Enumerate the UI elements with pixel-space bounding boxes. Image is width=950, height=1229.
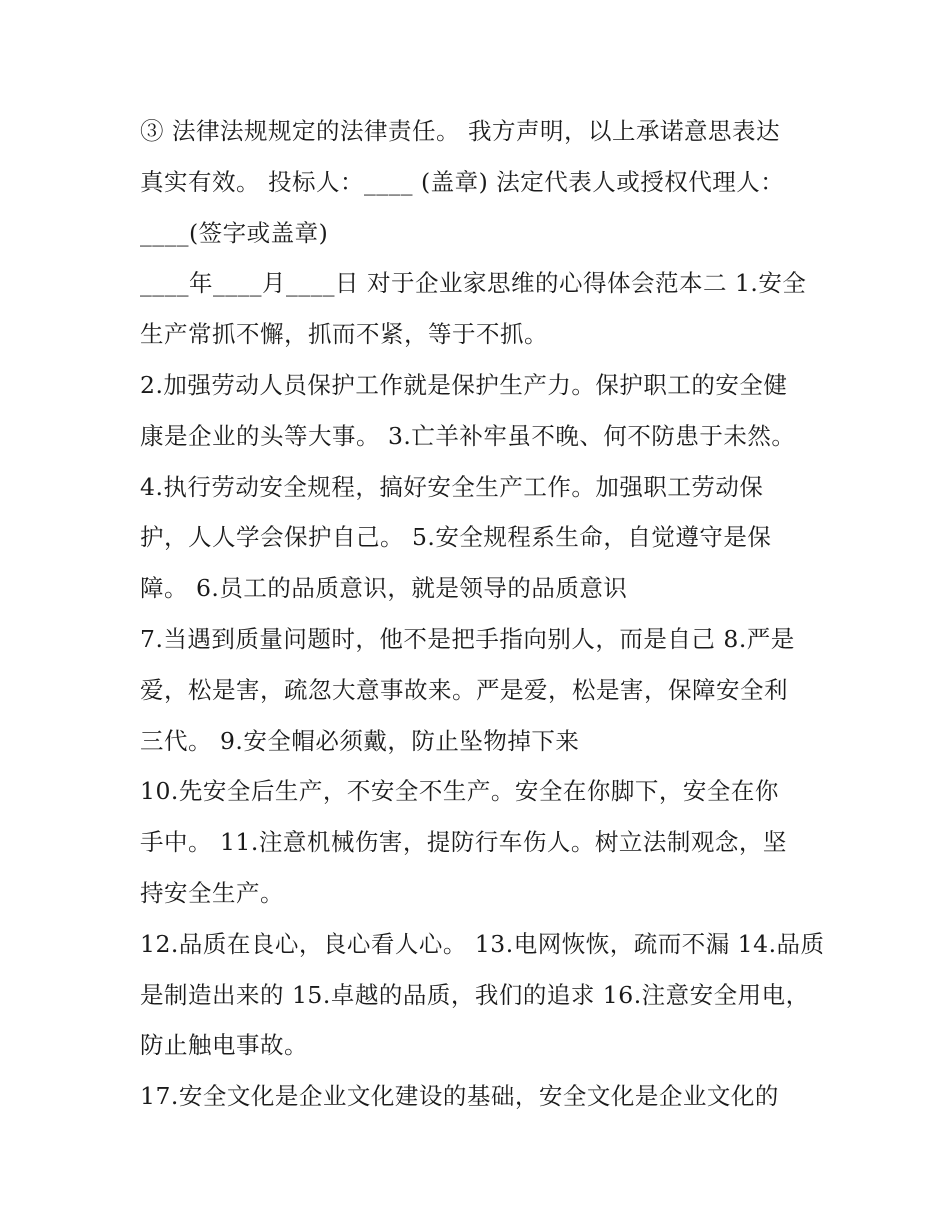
text-line: 4.执行劳动安全规程，搞好安全生产工作。加强职工劳动保 (140, 472, 764, 501)
text-line: 17.安全文化是企业文化建设的基础，安全文化是企业文化的 (140, 1082, 779, 1111)
text-line: 护，人人学会保护自己。 5.安全规程系生命，自觉遵守是保 (140, 523, 772, 552)
text-line: 手中。 11.注意机械伤害，提防行车伤人。树立法制观念，坚 (140, 828, 787, 857)
text-line: 12.品质在良心，良心看人心。 13.电网恢恢，疏而不漏 14.品质 (140, 929, 825, 958)
text-line: 障。 6.员工的品质意识，就是领导的品质意识 (140, 574, 628, 603)
text-line: 10.先安全后生产，不安全不生产。安全在你脚下，安全在你 (140, 777, 779, 806)
text-line: 7.当遇到质量问题时，他不是把手指向别人，而是自己 8.严是 (140, 624, 795, 653)
text-line: 三代。 9.安全帽必须戴，防止坠物掉下来 (140, 726, 580, 755)
text-line: ____(签字或盖章) (140, 218, 329, 247)
text-line: 是制造出来的 15.卓越的品质，我们的追求 16.注意安全用电， (140, 980, 810, 1009)
text-line: 真实有效。 投标人：____ (盖章) 法定代表人或授权代理人： (140, 167, 785, 196)
text-line: 持安全生产。 (140, 878, 284, 907)
text-line: 康是企业的头等大事。 3.亡羊补牢虽不晚、何不防患于未然。 (140, 421, 796, 450)
text-line: 防止触电事故。 (140, 1031, 308, 1060)
text-line: ____年____月____日 对于企业家思维的心得体会范本二 1.安全 (140, 269, 807, 298)
text-line: ③ 法律法规规定的法律责任。 我方声明，以上承诺意思表达 (140, 117, 780, 145)
text-line: 生产常抓不懈，抓而不紧，等于不抓。 (140, 320, 548, 349)
text-line: 爱，松是害，疏忽大意事故来。严是爱，松是害，保障安全利 (140, 675, 788, 704)
document-body (140, 106, 825, 1122)
text-line: 2.加强劳动人员保护工作就是保护生产力。保护职工的安全健 (140, 370, 788, 399)
